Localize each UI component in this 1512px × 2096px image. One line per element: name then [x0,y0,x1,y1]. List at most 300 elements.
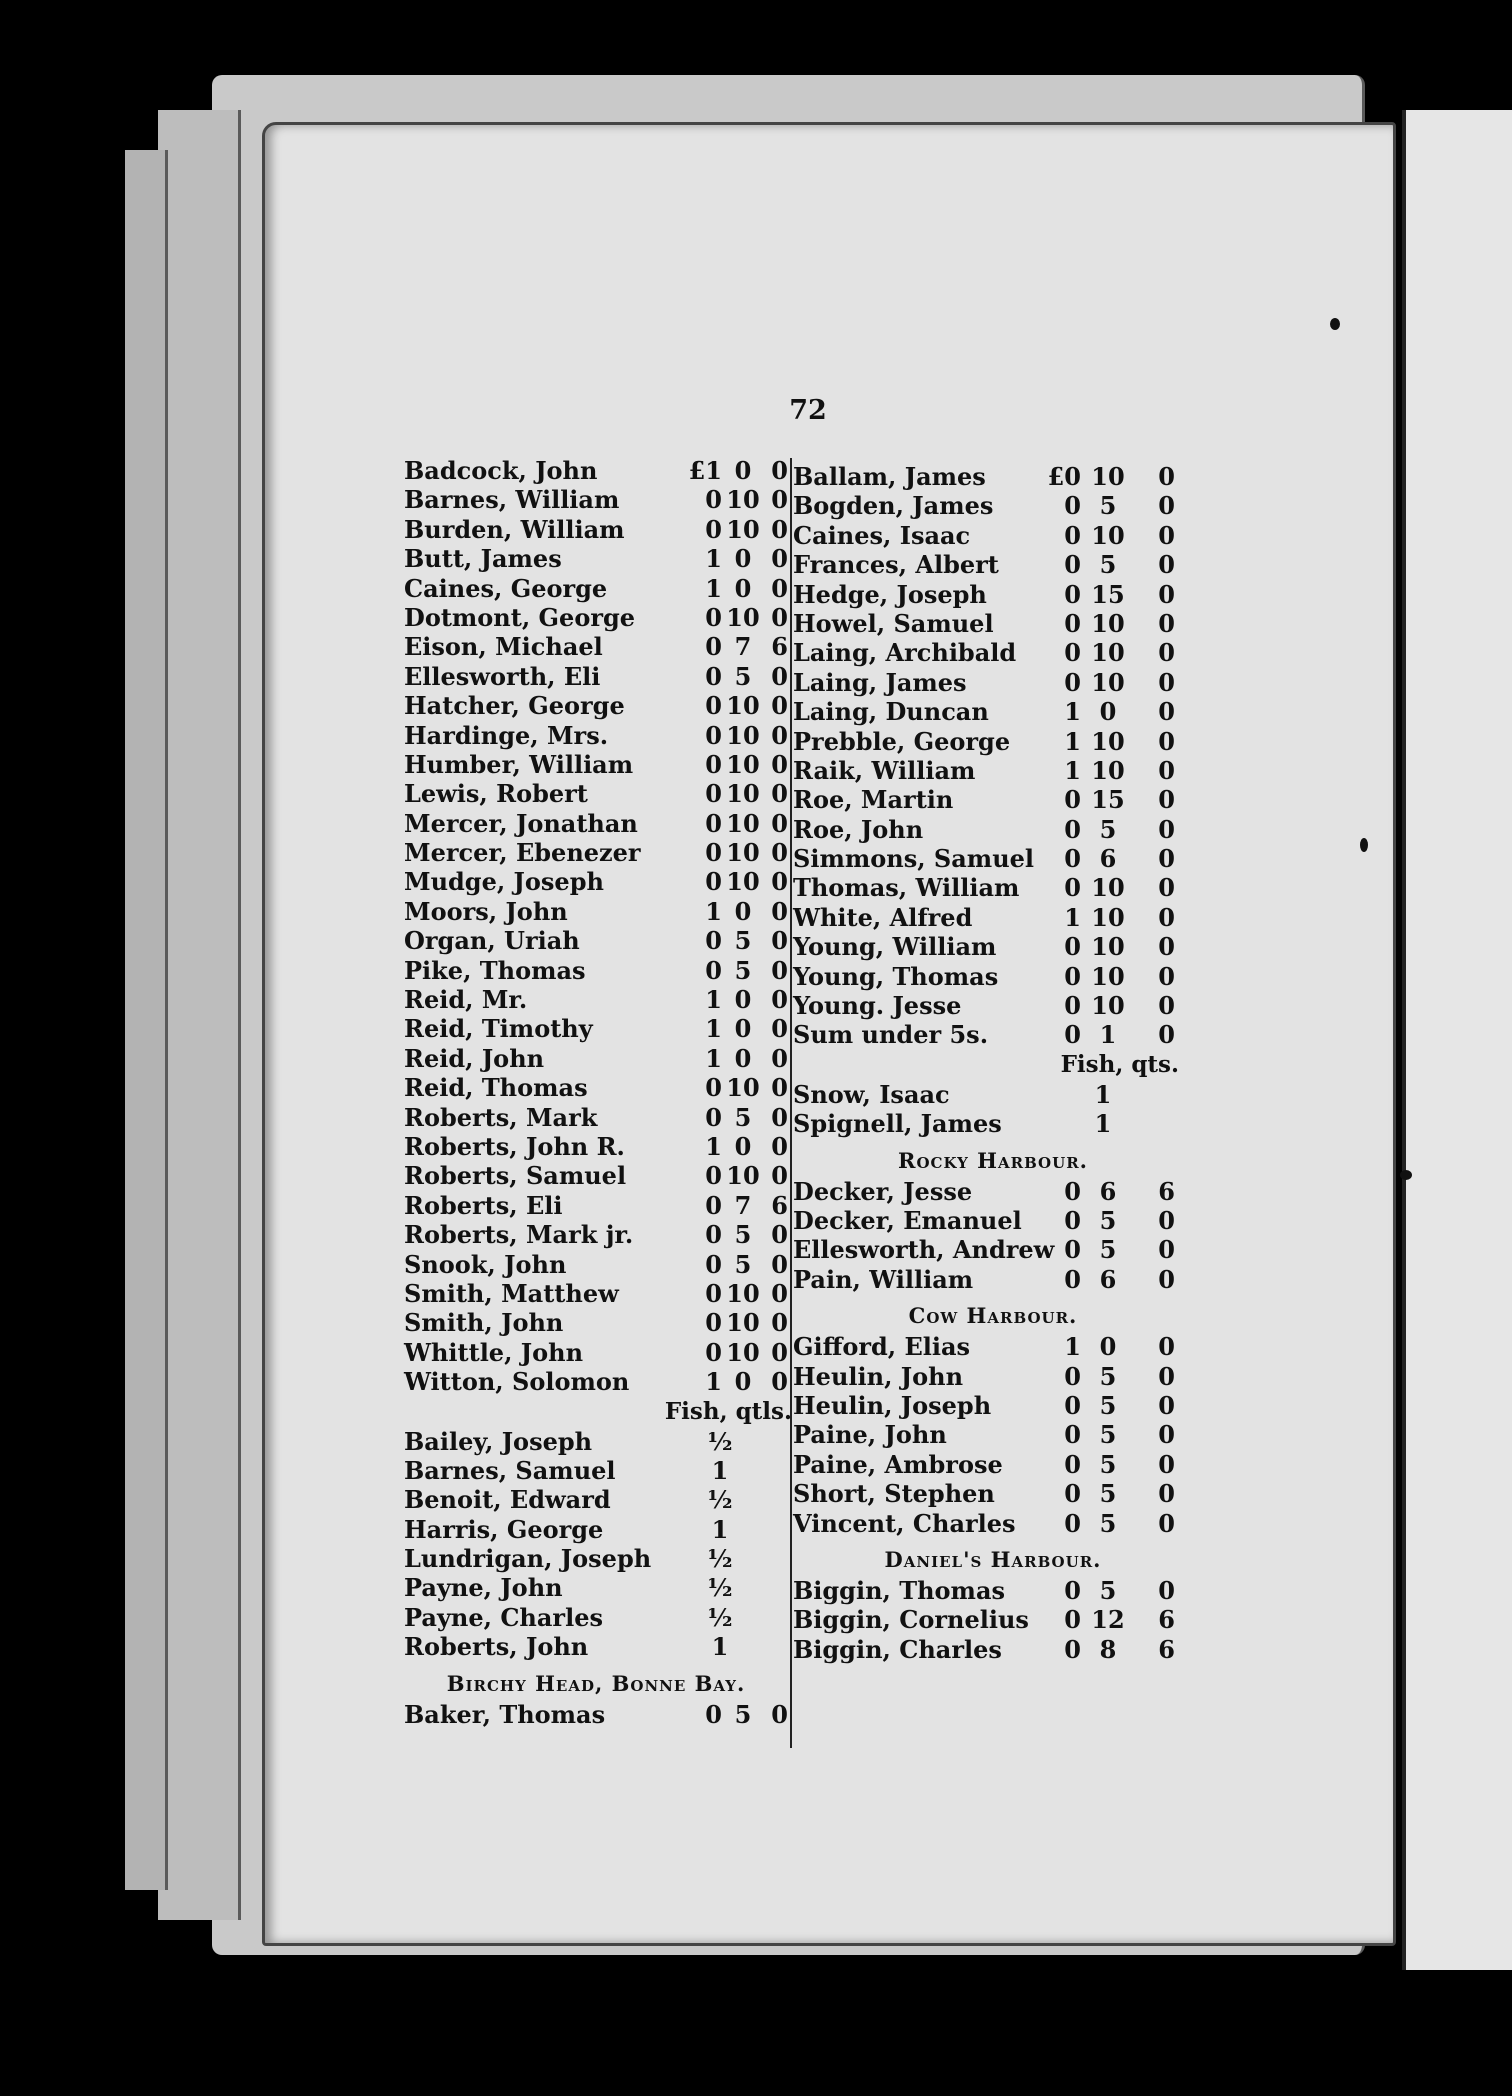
subscription-row [793,815,1193,844]
section-heading: Rocky Harbour. [898,1147,1088,1173]
pence-value: 0 [1158,785,1175,815]
fish-quantity: ½ [707,1573,733,1603]
subscriber-name: Sum under 5s. [793,1020,989,1050]
subscription-row [793,1391,1193,1420]
pence-value: 0 [1158,1205,1175,1235]
pence-value: 0 [771,1073,788,1103]
pounds-value: 0 [705,838,722,868]
pounds-value: 0 [705,779,722,809]
subscription-row [404,456,788,485]
pence-value: 0 [1158,1264,1175,1294]
fish-row [793,1109,1193,1138]
pence-value: 0 [1158,667,1175,697]
pounds-value: 1 [705,1043,722,1073]
subscription-row [404,1308,788,1337]
subscriber-name: Pain, William [793,1264,974,1294]
shillings-value: 5 [1099,1361,1117,1391]
shillings-value: 6 [1099,1264,1117,1294]
subscriber-name: Ballam, James [793,462,986,491]
pence-value: 0 [771,691,788,721]
pence-value: 0 [1158,932,1175,962]
pounds-value: 0 [1064,1264,1081,1294]
shillings-value: 15 [1091,579,1125,609]
pence-value: 0 [771,1249,788,1279]
subscription-row [404,985,788,1014]
pence-value: 0 [1158,755,1175,785]
pounds-value: 0 [705,485,722,515]
shillings-value: 5 [1099,1235,1117,1265]
pounds-value: 0 [1064,844,1081,874]
pounds-value: 0 [705,691,722,721]
subscriber-name: Heulin, Joseph [793,1390,992,1420]
shillings-value: 0 [734,1367,752,1397]
pounds-value: 1 [705,985,722,1015]
subscription-row [793,903,1193,932]
pence-value: 0 [1158,579,1175,609]
underlying-page-edge [125,150,168,1890]
subscription-row [404,1250,788,1279]
shillings-value: 10 [1091,608,1125,638]
pence-value: 0 [1158,1420,1175,1450]
pence-value: 0 [1158,1390,1175,1420]
subscription-row [793,1635,1193,1664]
pounds-value: 0 [1064,991,1081,1021]
column-divider [790,458,792,1748]
facing-page-edge [1402,110,1512,1970]
section-heading: Cow Harbour. [908,1303,1078,1329]
shillings-value: 12 [1091,1605,1125,1635]
subscription-row [404,1220,788,1249]
subscription-row [793,1420,1193,1449]
subscriber-name: Dotmont, George [404,602,636,632]
fish-row [404,1456,788,1485]
subscription-row [793,991,1193,1020]
subscriber-name: Caines, George [404,573,608,603]
subscriber-name: Roe, Martin [793,785,954,815]
pounds-value: 0 [705,1220,722,1250]
fish-quantity: 1 [1094,1079,1112,1109]
shillings-value: 5 [734,1220,752,1250]
shillings-value: 10 [1091,755,1125,785]
subscriber-name: Reid, Thomas [404,1073,588,1103]
subscriber-name: Mercer, Jonathan [404,808,638,838]
subscriber-name: Hatcher, George [404,691,625,721]
pence-value: 0 [1158,1449,1175,1479]
subscription-row [404,603,788,632]
pounds-value: 0 [705,1278,722,1308]
pence-value: 0 [771,1278,788,1308]
shillings-value: 0 [734,896,752,926]
pence-value: 0 [1158,1479,1175,1509]
subscriber-name: Biggin, Charles [793,1634,1002,1664]
shillings-value: 10 [726,1308,760,1338]
subscriber-name: Prebble, George [793,726,1011,756]
subscription-row [404,867,788,896]
pounds-value: 0 [705,1190,722,1220]
pence-value: 0 [771,1161,788,1191]
shillings-value: 5 [734,955,752,985]
pence-value: 0 [771,661,788,691]
pence-value: 0 [771,867,788,897]
subscriber-name: Young, Thomas [793,961,999,991]
shillings-value: 10 [726,779,760,809]
pence-value: 0 [1158,608,1175,638]
pounds-value: 0 [1064,1390,1081,1420]
pence-value: 0 [1158,726,1175,756]
shillings-value: 0 [734,1131,752,1161]
pounds-value: 0 [705,955,722,985]
subscription-row [404,662,788,691]
subscriber-name: Eison, Michael [404,632,603,662]
subscriber-name: Roberts, Mark jr. [404,1220,634,1250]
pence-value: 0 [1158,961,1175,991]
subscription-row [404,691,788,720]
subscriber-name: Roberts, John R. [404,1131,625,1161]
pence-value: 0 [771,485,788,515]
shillings-value: 5 [1099,1575,1117,1605]
pence-value: 0 [771,955,788,985]
shillings-value: 10 [726,808,760,838]
subscription-row [793,1206,1193,1235]
subscription-row [793,1020,1193,1049]
shillings-value: 0 [734,573,752,603]
subscription-row [404,1044,788,1073]
shillings-value: 0 [734,1014,752,1044]
subscriber-name: Biggin, Thomas [793,1575,1006,1605]
subscription-row [793,697,1193,726]
pounds-value: 0 [1064,1235,1081,1265]
pounds-value: 0 [1064,1479,1081,1509]
subscriber-name: Caines, Isaac [793,520,971,550]
subscription-row [404,809,788,838]
shillings-value: 10 [726,749,760,779]
shillings-value: 1 [1099,1020,1117,1050]
subscriber-name: Roe, John [793,814,924,844]
pounds-value: 1 [705,896,722,926]
pence-value: 6 [771,1190,788,1220]
subscription-row [404,544,788,573]
pounds-value: 0 [1064,608,1081,638]
shillings-value: 10 [726,838,760,868]
pence-value: 0 [771,926,788,956]
subscriber-name: Barnes, Samuel [404,1455,616,1485]
pounds-value: 0 [705,602,722,632]
pounds-value: 0 [705,1699,722,1729]
fish-quantity: ½ [707,1485,733,1515]
pounds-value: £0 [1047,462,1081,491]
fish-quantity: ½ [707,1426,733,1456]
fish-row [404,1515,788,1544]
pounds-value: 1 [1064,902,1081,932]
subscriber-name: Snook, John [404,1249,567,1279]
shillings-value: 5 [1099,1205,1117,1235]
shillings-value: 5 [734,926,752,956]
subscriber-name: Vincent, Charles [793,1508,1016,1538]
shillings-value: 5 [1099,1508,1117,1538]
subscriber-name: Humber, William [404,749,634,779]
subscription-row [793,1362,1193,1391]
underlying-page-edge [158,110,241,1920]
subscription-row [793,491,1193,520]
pounds-value: 1 [1064,755,1081,785]
pounds-value: 0 [1064,550,1081,580]
pounds-value: 1 [1064,1332,1081,1362]
subscriber-name: Hardinge, Mrs. [404,720,609,750]
pence-value: 0 [771,720,788,750]
shillings-value: 8 [1099,1634,1117,1664]
subscriber-name: Witton, Solomon [404,1367,630,1397]
pounds-value: 0 [1064,814,1081,844]
subscription-row [793,462,1193,491]
pounds-value: 0 [705,1337,722,1367]
subscription-row [404,1014,788,1043]
pence-value: 0 [771,1337,788,1367]
pence-value: 0 [1158,1508,1175,1538]
pounds-value: 0 [1064,1508,1081,1538]
pence-value: 0 [1158,902,1175,932]
pounds-value: 0 [1064,579,1081,609]
pence-value: 0 [771,573,788,603]
subscriber-name: Badcock, John [404,456,598,485]
subscriber-name: Frances, Albert [793,550,999,580]
pounds-value: 0 [1064,932,1081,962]
pounds-value: 1 [705,1014,722,1044]
subscription-row [404,1191,788,1220]
pence-value: 6 [1158,1176,1175,1206]
shillings-value: 10 [1091,462,1125,491]
subscription-row [793,550,1193,579]
subscriber-name: Heulin, John [793,1361,964,1391]
pence-value: 0 [771,1043,788,1073]
fish-row [793,1080,1193,1109]
pence-value: 0 [771,602,788,632]
pounds-value: 0 [705,926,722,956]
subscriber-name: Laing, James [793,667,967,697]
pounds-value: 0 [705,514,722,544]
pounds-value: 0 [1064,1575,1081,1605]
shillings-value: 10 [726,602,760,632]
subscription-row [404,632,788,661]
pence-value: 0 [771,1367,788,1397]
subscriber-name: Butt, James [404,544,562,574]
subscription-row [793,521,1193,550]
subscriber-name: Pike, Thomas [404,955,586,985]
pounds-value: 0 [705,720,722,750]
subscriber-name: Paine, John [793,1420,947,1450]
pence-value: 0 [1158,520,1175,550]
shillings-value: 10 [1091,873,1125,903]
shillings-value: 7 [734,632,752,662]
subscription-row [793,1479,1193,1508]
pence-value: 0 [771,985,788,1015]
pounds-value: 0 [1064,520,1081,550]
subscription-row [793,609,1193,638]
subscriber-name: Gifford, Elias [793,1332,971,1362]
subscription-row [404,485,788,514]
subscriber-name: Simmons, Samuel [793,844,1035,874]
shillings-value: 10 [1091,932,1125,962]
pence-value: 6 [1158,1634,1175,1664]
pence-value: 0 [1158,462,1175,491]
pounds-value: 0 [705,808,722,838]
pence-value: 0 [1158,1020,1175,1050]
subscriber-name: Thomas, William [793,873,1020,903]
subscription-row [404,897,788,926]
subscription-row [793,1332,1193,1361]
subscriber-name: Bogden, James [793,491,994,521]
pence-value: 0 [1158,697,1175,727]
subscription-row [793,1177,1193,1206]
section-heading: Birchy Head, Bonne Bay. [446,1670,746,1696]
subscriber-name: White, Alfred [793,902,973,932]
shillings-value: 0 [734,456,752,485]
fish-row [404,1573,788,1602]
shillings-value: 5 [1099,1479,1117,1509]
pence-value: 0 [1158,638,1175,668]
subscriber-name: Moors, John [404,896,568,926]
pence-value: 0 [771,514,788,544]
shillings-value: 10 [726,485,760,515]
subscriber-name: Roberts, Eli [404,1190,563,1220]
pounds-value: 1 [705,1367,722,1397]
fish-quantity: 1 [711,1455,729,1485]
subscriber-name: Short, Stephen [793,1479,995,1509]
subscriber-name: Lewis, Robert [404,779,588,809]
subscription-row [793,785,1193,814]
pounds-value: 1 [705,544,722,574]
subscriber-name: Spignell, James [793,1109,1002,1139]
subscriber-name: Young, William [793,932,997,962]
subscriber-name: Benoit, Edward [404,1485,611,1515]
subscriber-name: Barnes, William [404,485,620,515]
subscriber-name: Roberts, Mark [404,1102,598,1132]
pence-value: 0 [771,838,788,868]
pounds-value: 0 [1064,491,1081,521]
shillings-value: 10 [1091,726,1125,756]
subscriber-name: Burden, William [404,514,625,544]
subscription-row [793,962,1193,991]
fish-row [404,1544,788,1573]
shillings-value: 6 [1099,1176,1117,1206]
pence-value: 0 [771,456,788,485]
subscription-row [793,580,1193,609]
shillings-value: 5 [1099,550,1117,580]
subscription-row [793,1509,1193,1538]
pence-value: 0 [1158,991,1175,1021]
page-number: 72 [789,395,827,426]
subscription-row [793,727,1193,756]
pence-value: 0 [771,1220,788,1250]
subscriber-name: Mudge, Joseph [404,867,604,897]
subscriber-name: Laing, Archibald [793,638,1017,668]
pounds-value: 0 [705,1161,722,1191]
shillings-value: 10 [726,1278,760,1308]
subscriber-name: Smith, Matthew [404,1278,619,1308]
shillings-value: 10 [726,1337,760,1367]
subscriber-name: Smith, John [404,1308,564,1338]
subscriber-name: Bailey, Joseph [404,1426,593,1456]
right-column [793,462,1193,1664]
subscriber-name: Whittle, John [404,1337,584,1367]
pence-value: 0 [771,1014,788,1044]
subscription-row [404,1367,788,1396]
pounds-value: 0 [705,867,722,897]
pence-value: 0 [1158,873,1175,903]
shillings-value: 0 [1099,1332,1117,1362]
shillings-value: 0 [734,544,752,574]
subscriber-name: Paine, Ambrose [793,1449,1003,1479]
pence-value: 0 [1158,550,1175,580]
subscription-row [404,574,788,603]
subscription-row [404,1103,788,1132]
pounds-value: 0 [705,661,722,691]
subscriber-name: Roberts, John [404,1632,589,1662]
subscriber-name: Snow, Isaac [793,1079,950,1109]
pence-value: 0 [1158,1235,1175,1265]
shillings-value: 10 [1091,667,1125,697]
shillings-value: 5 [734,661,752,691]
fish-quantity: 1 [1094,1109,1112,1139]
fish-header-label: Fish, qts. [1060,1050,1179,1078]
subscriber-name: Ellesworth, Andrew [793,1235,1055,1265]
shillings-value: 7 [734,1190,752,1220]
pounds-value: 0 [1064,1020,1081,1050]
subscriber-name: Howel, Samuel [793,608,994,638]
shillings-value: 15 [1091,785,1125,815]
subscription-row [404,1338,788,1367]
subscription-row [404,1279,788,1308]
pounds-value: 0 [1064,961,1081,991]
pounds-value: 1 [1064,726,1081,756]
pence-value: 0 [771,896,788,926]
subscriber-name: Organ, Uriah [404,926,580,956]
pence-value: 0 [1158,1575,1175,1605]
pence-value: 0 [771,544,788,574]
shillings-value: 5 [734,1249,752,1279]
pounds-value: £1 [688,456,722,485]
shillings-value: 10 [1091,991,1125,1021]
fish-column-header [793,1050,1193,1080]
shillings-value: 5 [1099,1420,1117,1450]
pounds-value: 0 [1064,1176,1081,1206]
subscription-row [793,932,1193,961]
subscriber-name: Biggin, Cornelius [793,1605,1029,1635]
subscriber-name: Young. Jesse [793,991,962,1021]
shillings-value: 10 [1091,520,1125,550]
shillings-value: 0 [734,985,752,1015]
fish-quantity: ½ [707,1544,733,1574]
shillings-value: 10 [1091,961,1125,991]
subscription-row [404,1161,788,1190]
subscription-row [404,1700,788,1729]
pounds-value: 0 [1064,1205,1081,1235]
fish-column-header [404,1397,792,1427]
subscription-row [793,756,1193,785]
subscription-row [793,1576,1193,1605]
shillings-value: 5 [734,1102,752,1132]
subscriber-name: Harris, George [404,1514,604,1544]
subscription-row [404,956,788,985]
shillings-value: 5 [1099,1390,1117,1420]
pounds-value: 0 [1064,638,1081,668]
shillings-value: 10 [726,1161,760,1191]
shillings-value: 10 [1091,638,1125,668]
pence-value: 6 [1158,1605,1175,1635]
subscription-row [404,1132,788,1161]
pence-value: 6 [771,632,788,662]
shillings-value: 5 [1099,814,1117,844]
subscription-row [793,1265,1193,1294]
